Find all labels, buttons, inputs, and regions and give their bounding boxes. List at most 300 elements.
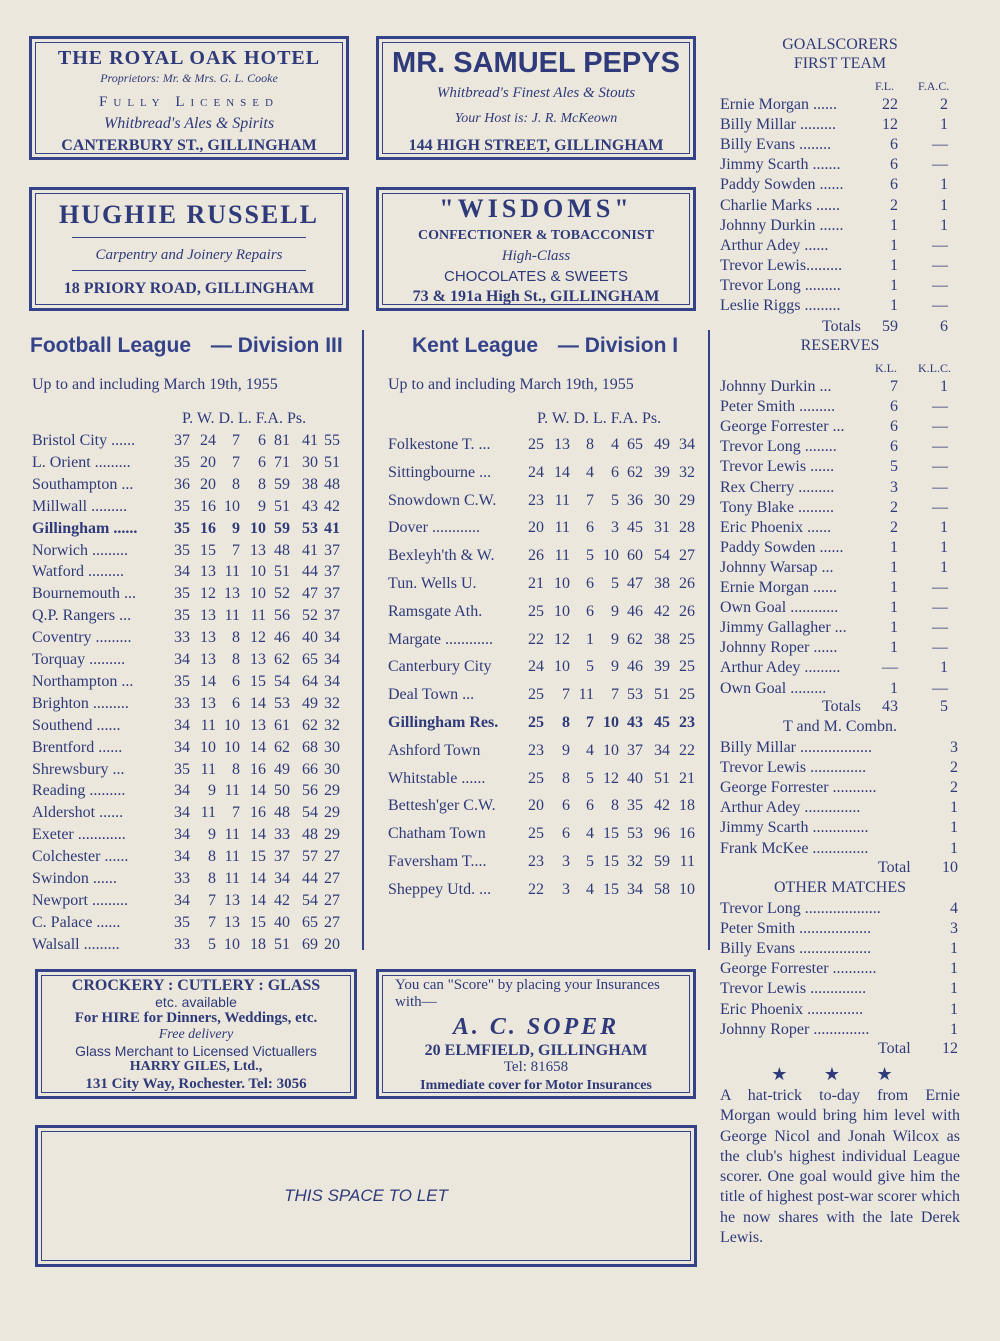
ad-title: "WISDOMS" [439, 194, 633, 223]
stat-f: 81 [274, 432, 290, 449]
team-name: Walsall ......... [32, 935, 120, 953]
stat-a: 44 [302, 870, 318, 887]
stat-d: 6 [586, 602, 594, 620]
cup-goals: — [932, 478, 948, 496]
stat-w: 11 [200, 760, 216, 778]
stat-w: 11 [554, 519, 570, 537]
scorer-name: Arthur Adey ......... [720, 659, 841, 677]
stat-d: 11 [224, 782, 240, 800]
stat-d: 8 [232, 629, 240, 647]
team-name: Gillingham Res. [388, 714, 499, 731]
division3-columns: P. W. D. L. F.A. Ps. [182, 410, 307, 427]
cup-goals: 1 [940, 538, 948, 556]
stat-a: 56 [302, 782, 318, 800]
team-name: Bournemouth ... [32, 585, 136, 603]
scorer-name: Eric Phoenix ...... [720, 518, 832, 536]
russell-ad [29, 187, 349, 311]
stat-w: 7 [208, 913, 216, 931]
stat-p: 35 [174, 672, 190, 690]
stat-f: 45 [627, 519, 643, 537]
stat-w: 8 [208, 870, 216, 887]
stat-f: 43 [627, 714, 643, 731]
stat-w: 8 [208, 848, 216, 866]
ad-title: A. C. SOPER [452, 1014, 620, 1040]
team-name: C. Palace ...... [32, 913, 121, 931]
stat-d: 7 [586, 491, 594, 509]
stat-p: 34 [174, 891, 190, 909]
stat-w: 11 [554, 491, 570, 509]
stat-l: 14 [250, 694, 266, 712]
stat-d: 10 [224, 738, 240, 756]
stat-d: 7 [232, 804, 240, 822]
ad-line2: High-Class [501, 248, 571, 264]
stat-d: 9 [232, 519, 240, 537]
stat-p: 20 [528, 519, 544, 537]
stat-f: 51 [274, 563, 290, 581]
division3-division: — Division III [210, 334, 343, 357]
to-let-text: THIS SPACE TO LET [284, 1186, 448, 1205]
goals: 1 [890, 538, 898, 556]
stat-d: 5 [586, 769, 594, 787]
stat-p: 33 [174, 870, 190, 887]
stat-p: 22 [528, 630, 544, 648]
stat-l: 6 [258, 453, 266, 471]
stat-a: 30 [302, 453, 318, 471]
pepys-ad [376, 36, 696, 160]
scorer-name: Trevor Lewis .............. [720, 759, 867, 777]
stat-d: 7 [232, 453, 240, 471]
stat-pts: 26 [679, 575, 695, 592]
stat-f: 46 [627, 658, 643, 676]
goals: 3 [950, 739, 958, 756]
stat-p: 25 [528, 769, 544, 787]
res-col1: K.L. [875, 361, 897, 375]
stat-l: 15 [250, 848, 266, 866]
stat-f: 42 [274, 891, 290, 909]
stat-p: 34 [174, 826, 190, 844]
ad-line1: CONFECTIONER & TOBACCONIST [418, 228, 654, 243]
tm-heading: T and M. Combn. [783, 718, 897, 735]
stat-a: 31 [654, 519, 670, 537]
stat-w: 13 [200, 651, 216, 668]
scorer-name: Ernie Morgan ...... [720, 579, 838, 596]
stat-a: 41 [302, 432, 318, 449]
goals: 2 [950, 759, 958, 777]
scorer-name: Ernie Morgan ...... [720, 96, 838, 113]
scorer-name: Johnny Roper ...... [720, 639, 838, 657]
team-name: Newport ......... [32, 891, 128, 909]
stat-p: 25 [528, 602, 544, 620]
stat-a: 40 [302, 629, 318, 647]
stat-f: 37 [274, 848, 290, 866]
scorer-name: Trevor Lewis......... [720, 256, 843, 274]
cup-goals: 1 [940, 216, 948, 234]
stat-p: 34 [174, 782, 190, 800]
kent-division: — Division I [557, 334, 679, 357]
team-name: Bristol City ...... [32, 432, 136, 449]
stat-p: 35 [174, 760, 190, 778]
stat-l: 15 [250, 913, 266, 931]
scorer-name: Johnny Roper .............. [720, 1020, 870, 1038]
stat-w: 3 [562, 853, 570, 870]
stat-d: 13 [224, 913, 240, 931]
kent-subtitle: Up to and including March 19th, 1955 [388, 376, 634, 393]
cup-goals: — [932, 498, 948, 516]
stat-f: 53 [627, 686, 643, 704]
royal-oak-ad [29, 36, 349, 160]
stat-a: 30 [654, 491, 670, 509]
goals: 1 [950, 960, 958, 978]
goals: 1 [890, 619, 898, 637]
stat-l: 14 [250, 891, 266, 909]
stat-f: 62 [627, 463, 643, 481]
stat-f: 40 [627, 769, 643, 787]
stat-f: 59 [274, 519, 290, 537]
stat-l: 5 [611, 575, 619, 592]
stat-a: 38 [302, 475, 318, 493]
ad-address: 73 & 191a High St., GILLINGHAM [412, 288, 660, 305]
stat-p: 34 [174, 716, 190, 734]
first-totals-label: Totals [822, 318, 861, 335]
stat-w: 16 [200, 519, 216, 537]
stat-d: 4 [586, 825, 594, 843]
scorer-name: Johnny Warsap ... [720, 558, 834, 576]
goals: 1 [890, 276, 898, 294]
stat-w: 14 [200, 672, 216, 690]
goals: 1 [950, 839, 958, 857]
team-name: Faversham T.... [388, 853, 487, 870]
first-col2: F.A.C. [918, 79, 950, 93]
kent-columns: P. W. D. L. F.A. Ps. [537, 410, 662, 427]
scorer-name: Rex Cherry ......... [720, 478, 835, 496]
stat-p: 37 [174, 432, 190, 449]
goals: 6 [890, 418, 898, 436]
team-name: Aldershot ...... [32, 804, 124, 822]
stat-pts: 25 [679, 630, 695, 648]
ad-line4: Free delivery [158, 1027, 234, 1042]
scorer-name: Jimmy Scarth ....... [720, 156, 841, 174]
team-name: Canterbury City [388, 658, 492, 676]
stat-f: 71 [274, 453, 290, 471]
stat-l: 5 [611, 491, 619, 509]
cup-goals: 1 [940, 659, 948, 677]
stat-pts: 30 [324, 738, 340, 756]
stat-pts: 32 [324, 716, 340, 734]
stat-p: 24 [528, 658, 544, 676]
goals: 2 [890, 518, 898, 536]
other-heading: OTHER MATCHES [773, 879, 906, 896]
res-totals-kl: 43 [882, 698, 898, 715]
stat-l: 16 [250, 804, 266, 822]
soper-ad [376, 969, 696, 1099]
scorer-name: Trevor Long ........ [720, 438, 837, 456]
stat-w: 10 [554, 602, 570, 620]
stat-a: 51 [654, 686, 670, 704]
stat-pts: 37 [324, 585, 340, 603]
stat-d: 8 [232, 651, 240, 668]
stat-pts: 30 [324, 760, 340, 778]
stat-p: 20 [528, 797, 544, 815]
scorer-name: Paddy Sowden ...... [720, 538, 844, 556]
goals: 1 [890, 236, 898, 254]
stat-p: 35 [174, 453, 190, 471]
goals: — [882, 659, 898, 677]
ad-tel: Tel: 81658 [503, 1059, 569, 1075]
hat-trick-note: A hat-trick to-day from Ernie Morgan would bring him level with George Nicol and Jonah Wilcox as the club's highest individual League scorer. One goal would give him the title of highest post-war scorer which he now shares with the late Derek Lewis. [720, 1087, 960, 1247]
stat-l: 13 [250, 651, 266, 668]
stat-p: 22 [528, 880, 544, 898]
team-name: Dover ............ [388, 519, 480, 537]
first-totals-fl: 59 [882, 318, 898, 335]
ad-address: CANTERBURY ST., GILLINGHAM [61, 137, 317, 154]
stat-p: 34 [174, 563, 190, 581]
stat-pts: 18 [679, 797, 695, 815]
scorer-name: Johnny Durkin ... [720, 378, 832, 395]
goals: 1 [890, 639, 898, 657]
team-name: Southend ...... [32, 716, 121, 734]
stat-l: 14 [250, 738, 266, 756]
stat-d: 11 [224, 870, 240, 887]
cup-goals: — [932, 236, 948, 254]
cup-goals: — [932, 679, 948, 697]
stat-a: 58 [654, 880, 670, 898]
goals: 1 [950, 980, 958, 998]
stat-l: 9 [611, 658, 619, 676]
stat-p: 34 [174, 651, 190, 668]
cup-goals: 1 [940, 378, 948, 395]
stat-w: 12 [554, 630, 570, 648]
stat-d: 7 [232, 541, 240, 559]
stat-l: 15 [603, 825, 619, 843]
stat-d: 11 [224, 826, 240, 844]
team-name: Ashford Town [388, 741, 481, 759]
ad-ales: Whitbread's Ales & Spirits [103, 115, 275, 132]
stat-w: 11 [200, 716, 216, 734]
stat-d: 10 [224, 497, 240, 515]
stat-p: 35 [174, 585, 190, 603]
stat-pts: 27 [324, 870, 340, 887]
stat-d: 5 [586, 658, 594, 676]
stat-p: 35 [174, 497, 190, 515]
goals: 1 [950, 819, 958, 837]
scorer-name: Leslie Riggs ......... [720, 297, 841, 314]
stat-l: 12 [603, 769, 619, 787]
stat-pts: 22 [679, 741, 695, 759]
stat-w: 5 [208, 935, 216, 953]
stat-pts: 29 [324, 804, 340, 822]
scorer-name: George Forrester ... [720, 418, 845, 436]
stat-w: 20 [200, 475, 216, 493]
stat-pts: 37 [324, 541, 340, 559]
stat-pts: 27 [324, 891, 340, 909]
stat-pts: 16 [679, 825, 695, 843]
stat-pts: 25 [679, 686, 695, 704]
stat-w: 13 [200, 563, 216, 581]
stat-d: 10 [224, 935, 240, 953]
stat-w: 9 [562, 741, 570, 759]
goals: 6 [890, 136, 898, 154]
stat-f: 46 [274, 629, 290, 647]
goals: 6 [890, 156, 898, 174]
stat-pts: 29 [679, 491, 695, 509]
stat-d: 11 [224, 848, 240, 866]
scorer-name: Trevor Long ................... [720, 900, 881, 917]
ad-host: Your Host is: J. R. McKeown [454, 111, 618, 126]
team-name: Watford ......... [32, 563, 125, 581]
stat-a: 96 [654, 825, 670, 843]
stat-pts: 27 [324, 913, 340, 931]
stat-f: 50 [274, 782, 290, 800]
stat-w: 14 [554, 463, 570, 481]
stat-d: 11 [224, 607, 240, 625]
team-name: Sittingbourne ... [388, 463, 492, 481]
divider [708, 330, 710, 950]
stat-d: 4 [586, 880, 594, 898]
stat-f: 49 [274, 760, 290, 778]
ad-line7: 131 City Way, Rochester. Tel: 3056 [85, 1076, 307, 1092]
stat-a: 65 [302, 651, 318, 668]
stat-a: 39 [654, 463, 670, 481]
stat-p: 35 [174, 607, 190, 625]
cup-goals: 1 [940, 518, 948, 536]
stat-f: 36 [627, 491, 643, 509]
stat-l: 10 [250, 519, 266, 537]
team-name: Ramsgate Ath. [388, 602, 483, 620]
stat-d: 8 [232, 760, 240, 778]
scorer-name: Peter Smith ......... [720, 398, 836, 416]
scorer-name: George Forrester ........... [720, 779, 877, 797]
stat-w: 12 [200, 585, 216, 603]
stat-pts: 41 [324, 519, 340, 537]
stat-p: 35 [174, 541, 190, 559]
team-name: Sheppey Utd. ... [388, 880, 492, 898]
stat-l: 10 [603, 714, 619, 731]
scorer-name: Jimmy Gallagher ... [720, 619, 847, 637]
stat-p: 33 [174, 935, 190, 953]
goals: 1 [950, 940, 958, 958]
team-name: Southampton ... [32, 475, 134, 493]
scorer-name: Own Goal ......... [720, 679, 827, 697]
stat-p: 25 [528, 686, 544, 704]
stat-d: 10 [224, 716, 240, 734]
stat-w: 15 [200, 541, 216, 559]
team-name: Margate ............ [388, 630, 494, 648]
team-name: Bexleyh'th & W. [388, 547, 495, 565]
ad-title: MR. SAMUEL PEPYS [392, 47, 680, 79]
team-name: L. Orient ......... [32, 453, 131, 471]
cup-goals: 2 [940, 96, 948, 113]
scorer-name: Johnny Durkin ...... [720, 216, 844, 234]
cup-goals: — [932, 639, 948, 657]
scorer-name: Paddy Sowden ...... [720, 176, 844, 194]
team-name: Folkestone T. ... [388, 436, 491, 453]
stat-f: 52 [274, 585, 290, 603]
stat-d: 7 [586, 714, 594, 731]
ad-proprietors: Proprietors: Mr. & Mrs. G. L. Cooke [100, 71, 278, 85]
stat-f: 37 [627, 741, 643, 759]
stat-l: 10 [250, 563, 266, 581]
goals: 1 [950, 1000, 958, 1018]
stat-d: 6 [232, 672, 240, 690]
team-name: Deal Town ... [388, 686, 475, 704]
reserves-heading: RESERVES [800, 337, 880, 354]
stat-d: 7 [232, 432, 240, 449]
stat-d: 13 [224, 891, 240, 909]
stat-f: 51 [274, 497, 290, 515]
stat-pts: 37 [324, 563, 340, 581]
stars: ★ ★ ★ [771, 1064, 909, 1084]
scorer-name: Arthur Adey .............. [720, 799, 861, 817]
res-totals-klc: 5 [940, 698, 948, 715]
stat-l: 16 [250, 760, 266, 778]
stat-pts: 32 [324, 694, 340, 712]
stat-pts: 11 [679, 853, 695, 870]
cup-goals: — [932, 438, 948, 456]
stat-f: 34 [274, 870, 290, 887]
scorer-name: Billy Evans ........ [720, 136, 832, 154]
stat-w: 3 [562, 880, 570, 898]
stat-w: 11 [554, 547, 570, 565]
divider [362, 330, 364, 950]
scorer-name: Trevor Lewis .............. [720, 980, 867, 998]
stat-w: 13 [200, 607, 216, 625]
cup-goals: — [932, 256, 948, 274]
cup-goals: 1 [940, 558, 948, 576]
stat-a: 54 [302, 804, 318, 822]
ad-line3: CHOCOLATES & SWEETS [444, 268, 628, 285]
stat-pts: 20 [324, 935, 340, 953]
stat-p: 26 [528, 547, 544, 565]
stat-pts: 21 [679, 769, 695, 787]
ad-address: 18 PRIORY ROAD, GILLINGHAM [63, 280, 315, 297]
cup-goals: — [932, 276, 948, 294]
stat-w: 9 [208, 782, 216, 800]
scorer-name: Peter Smith .................. [720, 920, 872, 938]
stat-pts: 34 [679, 436, 695, 453]
stat-a: 49 [302, 694, 318, 712]
stat-f: 32 [627, 853, 643, 870]
team-name: Reading ......... [32, 782, 126, 800]
stat-w: 10 [554, 658, 570, 676]
stat-a: 52 [302, 607, 318, 625]
stat-a: 49 [654, 436, 670, 453]
stat-a: 38 [654, 575, 670, 592]
stat-a: 54 [654, 547, 670, 565]
team-name: Q.P. Rangers ... [32, 607, 132, 625]
team-name: Gillingham ...... [32, 519, 138, 537]
cup-goals: — [932, 599, 948, 617]
stat-p: 23 [528, 491, 544, 509]
stat-l: 9 [258, 497, 266, 515]
goals: 2 [890, 498, 898, 516]
stat-l: 4 [611, 436, 619, 453]
goals: 1 [890, 297, 898, 314]
stat-p: 33 [174, 629, 190, 647]
scorer-name: Trevor Long ......... [720, 276, 841, 294]
stat-pts: 27 [324, 848, 340, 866]
stat-d: 11 [224, 563, 240, 581]
stat-l: 6 [258, 432, 266, 449]
cup-goals: — [932, 458, 948, 476]
scorer-name: Billy Evans .................. [720, 940, 872, 958]
stat-f: 47 [627, 575, 643, 592]
ad-line1: CROCKERY : CUTLERY : GLASS [71, 977, 321, 994]
stat-a: 68 [302, 738, 318, 756]
ad-ales: Whitbread's Finest Ales & Stouts [436, 85, 636, 101]
goals: 1 [950, 799, 958, 817]
stat-a: 38 [654, 630, 670, 648]
stat-l: 13 [250, 541, 266, 559]
